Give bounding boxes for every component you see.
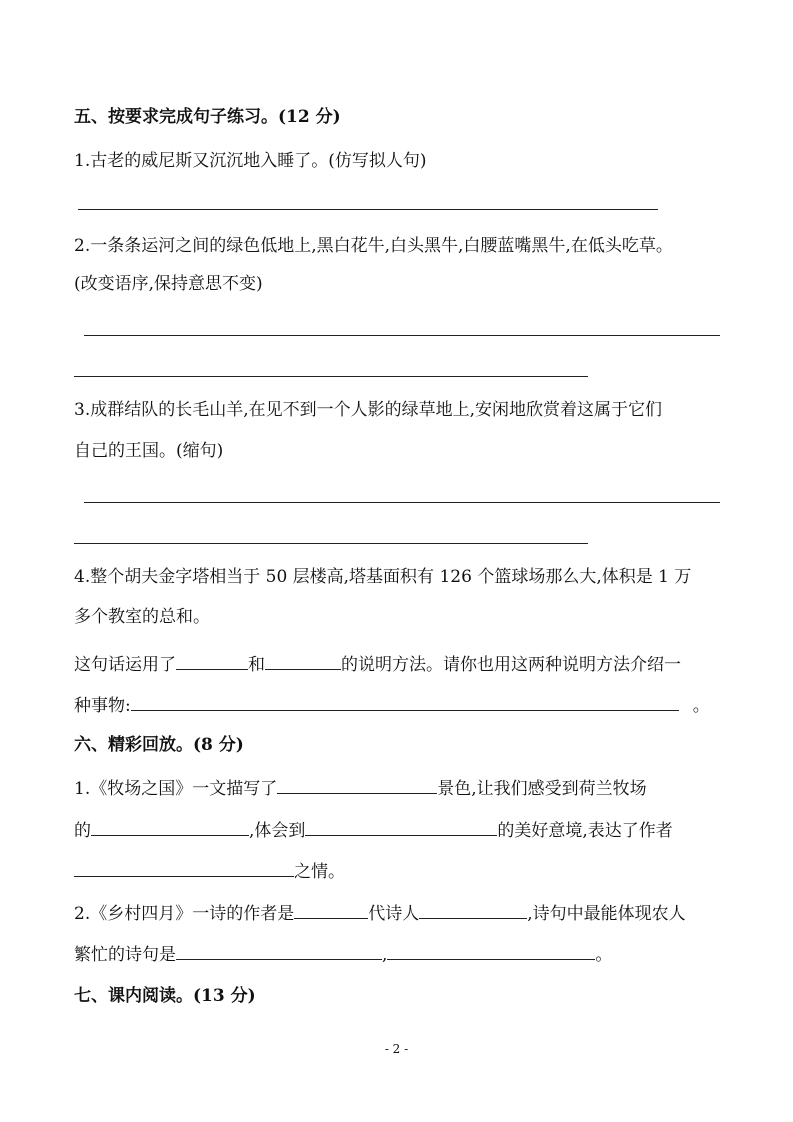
answer-line-q3-1[interactable]	[84, 502, 720, 503]
q4-blank-method-2[interactable]	[265, 652, 341, 670]
q4-prompt-a: 这句话运用了	[74, 655, 176, 675]
s6-q1-prompt-a: 1.《牧场之国》一文描写了	[74, 779, 278, 799]
s6-question-2-line1	[74, 901, 686, 925]
s6-question-1-line1	[74, 776, 647, 800]
s6-q1-prompt-f: 之情。	[294, 862, 345, 882]
q4-prompt-d: 种事物:	[74, 696, 131, 716]
s6-q2-blank-verse-1[interactable]	[176, 942, 382, 960]
s6-q2-prompt-c: ,诗句中最能体现农人	[527, 904, 686, 924]
section-7-heading: 七、课内阅读。(13 分)	[74, 986, 256, 1006]
s6-question-1-line3	[74, 859, 345, 883]
question-4-text-line2: 多个教室的总和。	[74, 607, 210, 627]
s6-q1-blank-mood[interactable]	[305, 818, 497, 836]
s6-q2-prompt-b: 代诗人	[368, 904, 420, 924]
answer-line-q2-1[interactable]	[84, 335, 720, 336]
answer-line-q1[interactable]	[78, 209, 658, 210]
s6-q2-prompt-a: 2.《乡村四月》一诗的作者是	[74, 904, 295, 924]
q4-prompt-b: 和	[248, 655, 265, 675]
question-2-text-line1: 2.一条条运河之间的绿色低地上,黑白花牛,白头黑牛,白腰蓝嘴黑牛,在低头吃草。	[74, 236, 673, 256]
s6-q2-comma: ,	[382, 945, 388, 965]
s6-q2-blank-dynasty[interactable]	[294, 901, 368, 919]
s6-q1-prompt-e: 的美好意境,表达了作者	[497, 821, 673, 841]
question-3-text-line2: 自己的王国。(缩句)	[74, 441, 224, 461]
q4-prompt-c: 的说明方法。请你也用这两种说明方法介绍一	[341, 655, 681, 675]
q4-period: 。	[692, 696, 710, 716]
q4-blank-method-1[interactable]	[176, 652, 248, 670]
question-2-text-line2: (改变语序,保持意思不变)	[74, 274, 263, 294]
answer-line-q3-2[interactable]	[74, 543, 588, 544]
q4-blank-introduce-thing[interactable]	[131, 693, 679, 711]
s6-q1-prompt-d: ,体会到	[249, 821, 306, 841]
section-5-heading: 五、按要求完成句子练习。(12 分)	[74, 107, 341, 127]
s6-q1-blank-scenery[interactable]	[277, 776, 437, 794]
question-4-text-line1: 4.整个胡夫金字塔相当于 50 层楼高,塔基面积有 126 个篮球场那么大,体积是 1 万	[74, 567, 692, 587]
s6-q1-blank-feature[interactable]	[91, 818, 249, 836]
s6-q1-prompt-c: 的	[74, 821, 91, 841]
s6-q2-blank-poet[interactable]	[419, 901, 527, 919]
s6-q1-prompt-b: 景色,让我们感受到荷兰牧场	[437, 779, 647, 799]
s6-question-1-line2	[74, 818, 673, 842]
question-1-text: 1.古老的威尼斯又沉沉地入睡了。(仿写拟人句)	[74, 151, 427, 171]
s6-q1-blank-feeling[interactable]	[74, 859, 294, 877]
question-4-text-line4	[74, 693, 710, 717]
s6-q2-prompt-d: 繁忙的诗句是	[74, 945, 176, 965]
question-3-text-line1: 3.成群结队的长毛山羊,在见不到一个人影的绿草地上,安闲地欣赏着这属于它们	[74, 400, 663, 420]
question-4-text-line3	[74, 652, 681, 676]
s6-q2-blank-verse-2[interactable]	[387, 942, 595, 960]
page-number: - 2 -	[384, 1042, 409, 1056]
s6-q2-period: 。	[595, 945, 613, 965]
answer-line-q2-2[interactable]	[74, 376, 588, 377]
section-6-heading: 六、精彩回放。(8 分)	[74, 735, 244, 755]
s6-question-2-line2	[74, 942, 612, 966]
